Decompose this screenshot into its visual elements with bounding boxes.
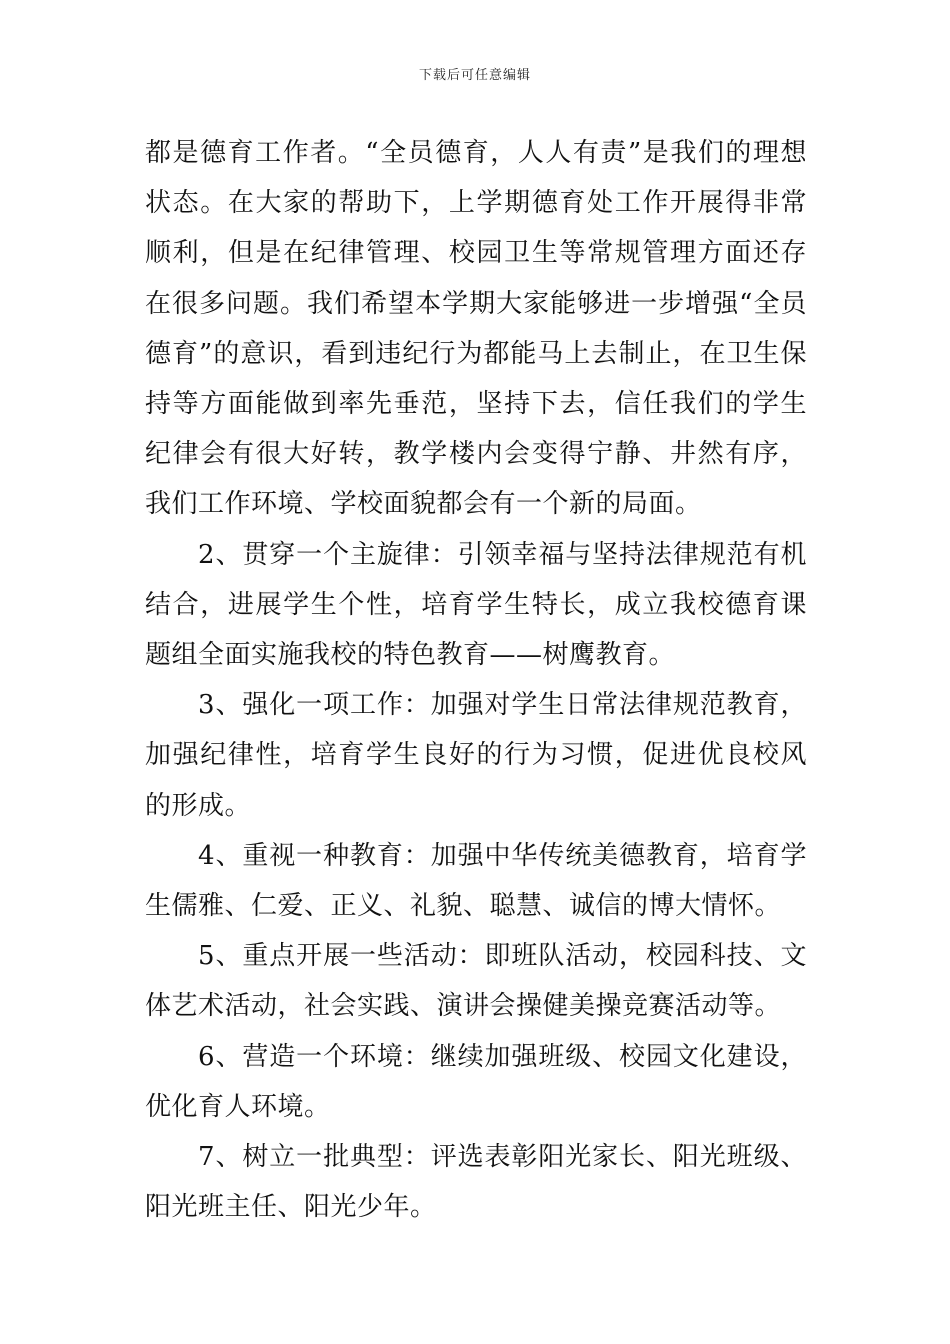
paragraph-item-7: 7、树立一批典型：评选表彰阳光家长、阳光班级、阳光班主任、阳光少年。 bbox=[145, 1142, 807, 1223]
page-header: 下载后可任意编辑 bbox=[418, 68, 531, 83]
paragraph-item-4: 4、重视一种教育：加强中华传统美德教育，培育学生儒雅、仁爱、正义、礼貌、聪慧、诚信的博大情怀。 bbox=[145, 840, 807, 922]
paragraph-continuation: 都是德育工作者。“全员德育，人人有责”是我们的理想状态。在大家的帮助下，上学期德育处工作开展得非常顺利，但是在纪律管理、校园卫生等常规管理方面还存在很多问题。我们希望本学期大家能够进一步增强“全员德育”的意识，看到违纪行为都能马上去制止，在卫生保持等方面能做到率先垂范，坚持下去，信任我们的学生纪律会有很大好转，教学楼内会变得宁静、井然有序，我们工作环境、学校面貌都会有一个新的局面。 bbox=[145, 138, 807, 520]
document-body bbox=[145, 128, 807, 1232]
paragraph-item-6: 6、营造一个环境：继续加强班级、校园文化建设，优化育人环境。 bbox=[145, 1041, 807, 1122]
paragraph-item-3: 3、强化一项工作：加强对学生日常法律规范教育，加强纪律性，培育学生良好的行为习惯，促进优良校风的形成。 bbox=[145, 690, 807, 821]
paragraph-item-2: 2、贯穿一个主旋律：引领幸福与坚持法律规范有机结合，进展学生个性，培育学生特长，成立我校德育课题组全面实施我校的特色教育——树鹰教育。 bbox=[145, 539, 807, 671]
paragraph-item-5: 5、重点开展一些活动：即班队活动，校园科技、文体艺术活动，社会实践、演讲会操健美操竞赛活动等。 bbox=[145, 941, 807, 1022]
